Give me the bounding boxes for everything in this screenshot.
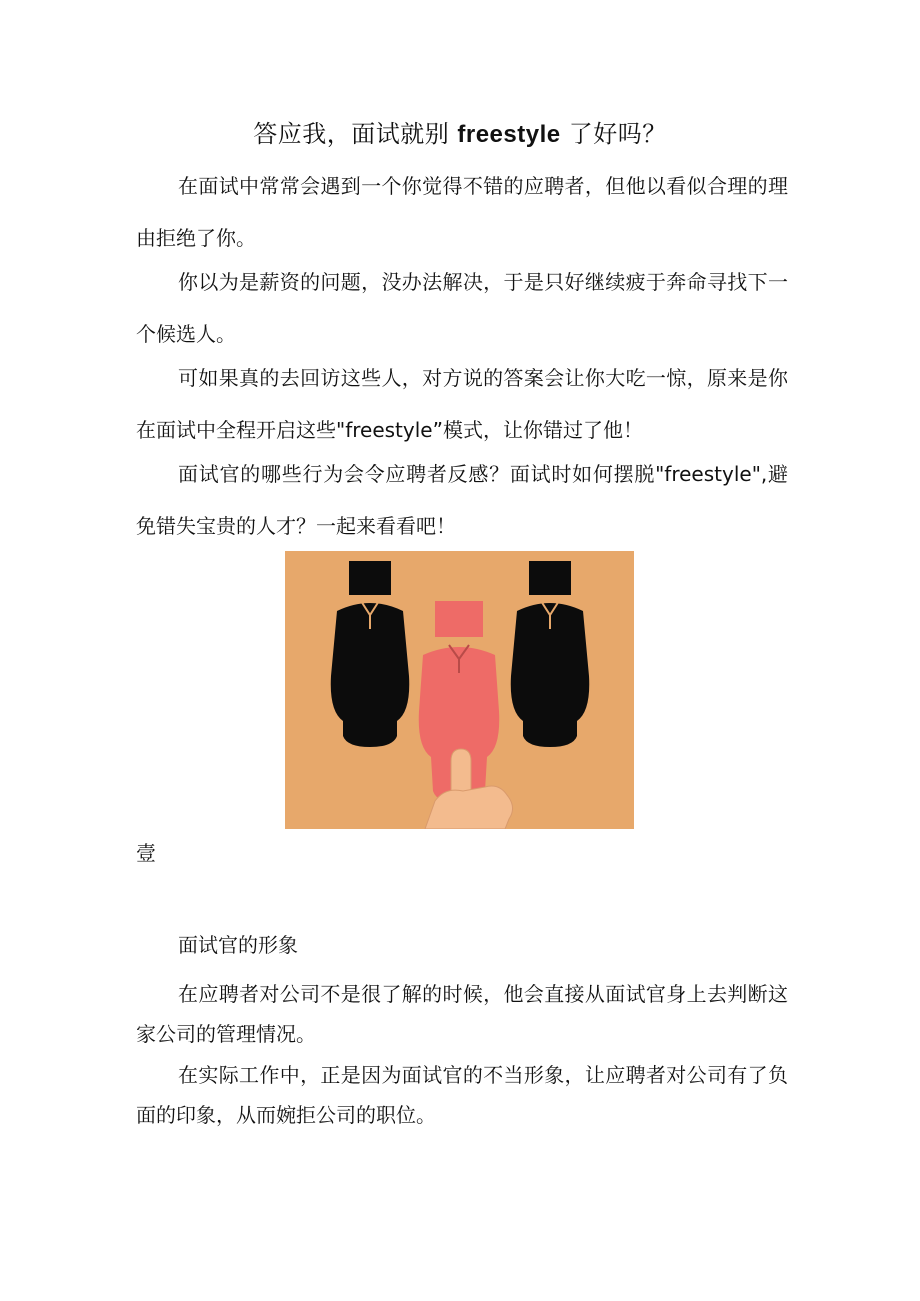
- intro-paragraph-3: 可如果真的去回访这些人，对方说的答案会让你大吃一惊，原来是你在面试中全程开启这些"freestyle”模式，让你错过了他！: [136, 366, 788, 442]
- illustration-svg: [285, 551, 634, 829]
- section-heading: 面试官的形象: [178, 933, 298, 957]
- document-title: [0, 116, 920, 153]
- intro-paragraph-2: 你以为是薪资的问题，没办法解决，于是只好继续疲于奔命寻找下一个候选人。: [136, 270, 788, 346]
- chosen-figure-head: [435, 601, 483, 637]
- section-paragraph-1: 在应聘者对公司不是很了解的时候，他会直接从面试官身上去判断这家公司的管理情况。: [136, 982, 788, 1046]
- candidate-selection-illustration: [285, 551, 634, 829]
- title-prefix: 答应我，面试就别: [253, 120, 458, 148]
- intro-paragraph-1: 在面试中常常会遇到一个你觉得不错的应聘者，但他以看似合理的理由拒绝了你。: [136, 174, 788, 250]
- title-keyword: freestyle: [457, 121, 561, 148]
- left-figure-head: [349, 561, 391, 595]
- title-suffix: 了好吗？: [560, 120, 667, 148]
- section-number: 壹: [136, 841, 156, 865]
- right-figure-head: [529, 561, 571, 595]
- intro-paragraph-4: 面试官的哪些行为会令应聘者反感？面试时如何摆脱"freestyle",避免错失宝贵的人才？一起来看看吧！: [136, 462, 788, 538]
- section-paragraph-2: 在实际工作中，正是因为面试官的不当形象，让应聘者对公司有了负面的印象，从而婉拒公司的职位。: [136, 1063, 788, 1127]
